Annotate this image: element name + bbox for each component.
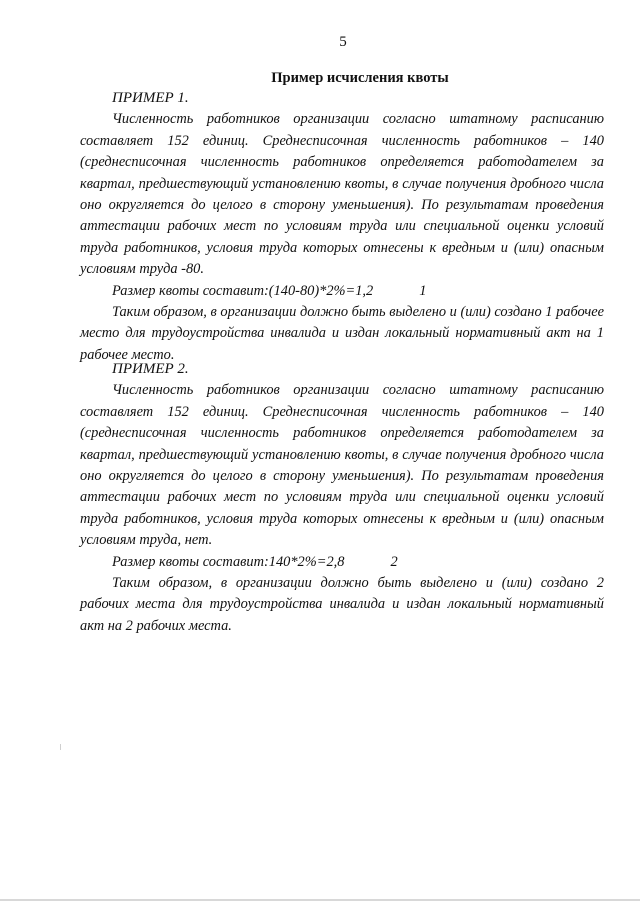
example-1 — [80, 88, 604, 366]
quota-calculation — [80, 281, 604, 302]
example-heading: ПРИМЕР 2. — [112, 361, 189, 377]
example-conclusion: Таким образом, в организации должно быть выделено и (или) создано 1 рабочее место для трудоустройства инвалида и издан локальный нормативный акт на 1 рабочее место. — [80, 304, 604, 363]
example-paragraph: Численность работников организации согласно штатному расписанию составляет 152 единиц. Среднесписочная численность работников – 140 (среднесписочная численность работников определяется работодателем за квартал, предшествующий установлению квоты, в случае получения дробного числа оно округляется до целого в сторону уменьшения). По результатам проведения аттестации рабочих мест по условиям труда или специальной оценки условий труда работников, условия труда которых отнесены к вредным и (или) опасным условиям труда, нет. — [80, 382, 604, 549]
example-paragraph: Численность работников организации согласно штатному расписанию составляет 152 единиц. Среднесписочная численность работников – 140 (среднесписочная численность работников определяется работодателем за квартал, предшествующий установлению квоты, в случае получения дробного числа оно округляется до целого в сторону уменьшения). По результатам проведения аттестации рабочих мест по условиям труда или специальной оценки условий труда работников, условия труда которых отнесены к вредным и (или) опасным условиям труда -80. — [80, 111, 604, 278]
page-number: 5 — [339, 34, 347, 50]
page-title: Пример исчисления квоты — [271, 70, 449, 86]
quota-calculation — [80, 552, 604, 573]
page-bottom-edge — [0, 899, 640, 901]
quota-formula: Размер квоты составит:140*2%=2,8 — [112, 553, 345, 570]
example-2 — [80, 359, 604, 637]
quota-result: 2 — [390, 553, 398, 570]
quota-result: 1 — [419, 282, 427, 299]
scan-mark — [60, 744, 61, 750]
example-heading: ПРИМЕР 1. — [112, 90, 189, 106]
example-conclusion: Таким образом, в организации должно быть выделено и (или) создано 2 рабочих места для трудоустройства инвалида и издан локальный нормативный акт на 2 рабочих места. — [80, 575, 604, 634]
quota-formula: Размер квоты составит:(140-80)*2%=1,2 — [112, 282, 374, 299]
